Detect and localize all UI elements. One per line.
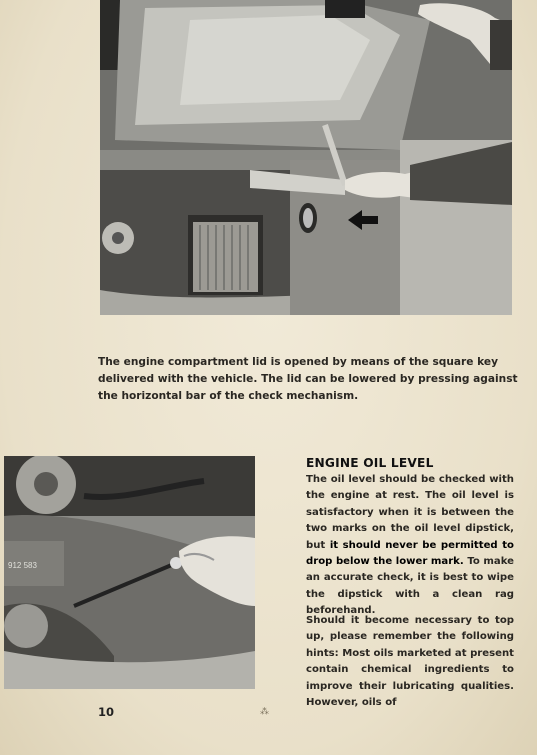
topping-up-paragraph: Should it become necessary to top up, please remember the following hints: Most oils marketed at present contain chemical ingredients to improve their lubricating qualities. However, oils of: [306, 615, 514, 709]
print-speck: ⁂: [260, 707, 269, 717]
dipstick-illustration: [4, 456, 255, 689]
engine-number-label: 912 583: [8, 561, 37, 570]
engine-lid-illustration: [100, 0, 512, 315]
oil-level-warning: it should never be permitted to drop below the lower mark.: [306, 539, 514, 568]
oil-level-text-end: To make an accurate check, it is best to wipe the dipstick with a clean rag beforehand.: [306, 556, 514, 617]
oil-level-paragraph: [306, 472, 514, 620]
dipstick-photo: [4, 456, 255, 689]
oil-level-text-start: The oil level should be checked with the engine at rest. The oil level is satisfactory when it is between the two marks on the oil level dipstick, but: [306, 474, 514, 551]
engine-lid-photo: [100, 0, 512, 315]
page-number: 10: [98, 705, 115, 719]
photo-caption: The engine compartment lid is opened by means of the square key delivered with the vehicle. The lid can be lowered by pressing against the horizontal bar of the check mechanism.: [98, 356, 518, 402]
section-heading: ENGINE OIL LEVEL: [306, 456, 434, 470]
